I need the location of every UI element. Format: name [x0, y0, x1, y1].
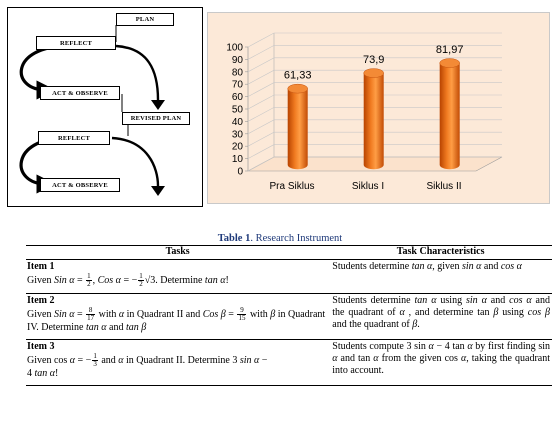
y-tick-label: 20 — [231, 141, 243, 153]
arrow-down-icon — [151, 186, 165, 196]
task-text: in Quadrant II. Determine 3 — [123, 354, 240, 366]
task-text: with — [96, 308, 119, 320]
task-text: Given cos — [27, 354, 70, 366]
task-cell — [26, 294, 329, 340]
task-text: . Determine — [155, 274, 205, 286]
data-label: 81,97 — [435, 44, 464, 57]
characteristic-text: Students determine — [332, 261, 412, 272]
fraction — [237, 307, 246, 322]
fraction-denominator: 2 — [139, 280, 143, 288]
item-label: Item 1 — [27, 261, 55, 272]
characteristic-text: and — [486, 295, 510, 306]
reflect-box-1: REFLECT — [36, 36, 116, 50]
characteristic-text: by first finding sin — [472, 341, 550, 352]
characteristic-text: from the given cos — [378, 353, 461, 364]
fraction-numerator: 8 — [86, 307, 95, 315]
task-text: with — [247, 308, 271, 320]
math-alpha: α — [467, 341, 473, 352]
math-beta: β — [493, 307, 499, 318]
task-cell — [26, 260, 329, 294]
table-caption — [0, 233, 560, 244]
y-tick-label: 70 — [231, 79, 243, 91]
characteristic-text: and the quadrant of — [332, 295, 550, 318]
task-text: = — [74, 274, 86, 286]
cycle-1-descent-line — [116, 46, 158, 100]
math-cos-alpha: cos α — [500, 261, 522, 272]
gridline — [248, 33, 502, 47]
math-tan-alpha: tan α — [204, 274, 226, 286]
task-text: = − — [120, 274, 138, 286]
fraction — [86, 273, 92, 288]
characteristic-text: using — [498, 307, 528, 318]
table-caption-text: . Research Instrument — [250, 233, 343, 244]
task-text: Given — [27, 308, 54, 320]
math-root: √3 — [144, 274, 156, 286]
math-tan-beta: tan β — [125, 322, 147, 333]
y-tick-label: 100 — [226, 42, 243, 54]
act-observe-box-1: ACT & OBSERVE — [40, 86, 120, 100]
plan-box: PLAN — [116, 13, 174, 26]
math-alpha: α — [118, 308, 125, 320]
task-text: = — [225, 308, 237, 320]
math-tan-alpha: tan α — [414, 295, 437, 306]
fraction-denominator: 15 — [238, 314, 246, 322]
bar-top — [364, 69, 384, 78]
math-alpha: α — [373, 353, 379, 364]
math-cos-alpha: Cos α — [97, 274, 121, 286]
table-caption-number: Table 1 — [217, 233, 251, 244]
math-tan-alpha: tan α — [411, 261, 433, 272]
y-tick-label: 30 — [231, 129, 243, 141]
y-tick-label: 40 — [231, 116, 243, 128]
y-tick-label: 50 — [231, 104, 243, 116]
task-text: = − — [75, 354, 92, 366]
math-alpha: α — [428, 341, 434, 352]
math-sin-alpha: sin α — [239, 354, 260, 366]
header-tasks: Tasks — [26, 246, 329, 260]
task-text: and — [106, 322, 126, 333]
item-label: Item 3 — [27, 341, 55, 352]
math-cos-alpha: cos α — [509, 295, 532, 306]
fraction — [92, 353, 98, 368]
characteristic-text: , taking the quadrant into account. — [332, 353, 551, 376]
math-sin-alpha: Sin α — [53, 274, 75, 286]
table-row — [26, 340, 552, 386]
bar — [364, 73, 384, 169]
fraction — [138, 273, 144, 288]
task-text: in Quadrant II and — [124, 308, 203, 320]
characteristic-text: Students determine — [332, 295, 415, 306]
math-tan-alpha: tan α — [34, 368, 56, 379]
action-research-cycle-diagram — [7, 7, 203, 207]
research-instrument-table — [26, 245, 552, 386]
y-tick-label: 80 — [231, 67, 243, 79]
table-row — [26, 260, 552, 294]
data-label: 61,33 — [283, 69, 312, 82]
table-header-row — [26, 246, 552, 260]
characteristic-text: , given — [432, 261, 462, 272]
math-tan-alpha: tan α — [85, 322, 107, 333]
math-cos-beta: Cos β — [202, 308, 226, 320]
math-alpha: α — [399, 307, 405, 318]
characteristic-text: , and determine tan — [404, 307, 494, 318]
task-text: = — [74, 308, 86, 320]
characteristic-text: . — [417, 319, 420, 330]
table-row — [26, 294, 552, 340]
results-bar-chart — [207, 12, 550, 204]
cycle-1-loop-arrow — [21, 46, 68, 90]
characteristic-text: and the quadrant of — [332, 319, 413, 330]
characteristic-text: and — [481, 261, 501, 272]
arrow-down-icon — [151, 100, 165, 110]
header-task-characteristics: Task Characteristics — [329, 246, 552, 260]
item-label: Item 2 — [27, 295, 55, 306]
fraction-numerator: 1 — [93, 352, 97, 360]
math-beta: β — [270, 308, 276, 320]
x-tick-label: Siklus II — [426, 181, 462, 192]
y-tick-label: 0 — [237, 166, 243, 178]
fraction-denominator: 2 — [87, 280, 91, 288]
task-text: in Quadrant IV. Determine — [27, 308, 326, 333]
bar — [288, 89, 308, 170]
x-tick-label: Siklus I — [351, 181, 385, 192]
task-text: ! — [55, 368, 59, 379]
fraction-denominator: 3 — [93, 360, 97, 368]
bar — [440, 63, 460, 169]
task-text: , — [92, 274, 98, 286]
fraction-numerator: 1 — [139, 272, 143, 280]
fraction — [86, 307, 95, 322]
math-alpha: α — [332, 353, 338, 364]
task-text: and — [98, 354, 119, 366]
task-text: − — [259, 354, 268, 366]
data-label: 73,9 — [362, 54, 385, 67]
task-cell — [26, 340, 329, 386]
y-tick-label: 60 — [231, 92, 243, 104]
fraction-numerator: 1 — [87, 272, 91, 280]
characteristic-cell — [329, 294, 552, 340]
math-cos-beta: cos β — [527, 307, 551, 318]
bar-top — [440, 59, 460, 68]
task-text: ! — [225, 274, 229, 286]
task-text: Given — [27, 274, 54, 286]
act-observe-box-2: ACT & OBSERVE — [40, 178, 120, 192]
chart-plot-area — [208, 13, 551, 205]
reflect-box-2: REFLECT — [38, 131, 110, 145]
math-sin-alpha: sin α — [466, 295, 487, 306]
bar-top — [288, 84, 308, 93]
y-tick-label: 10 — [231, 154, 243, 166]
math-sin-alpha: Sin α — [53, 308, 75, 320]
characteristic-cell — [329, 340, 552, 386]
math-alpha: α — [69, 354, 76, 366]
y-tick-label: 90 — [231, 54, 243, 66]
fraction-denominator: 17 — [87, 314, 95, 322]
fraction-numerator: 9 — [237, 307, 246, 315]
math-beta: β — [412, 319, 418, 330]
characteristic-text: − 4 tan — [433, 341, 468, 352]
revised-plan-box: REVISED PLAN — [122, 112, 190, 125]
characteristic-cell — [329, 260, 552, 294]
characteristic-text: using — [436, 295, 466, 306]
x-tick-label: Pra Siklus — [269, 181, 315, 192]
characteristic-text: Students compute 3 sin — [332, 341, 429, 352]
characteristic-text: and tan — [337, 353, 374, 364]
task-text: 4 — [27, 368, 35, 379]
math-alpha: α — [460, 353, 467, 364]
math-sin-alpha: sin α — [461, 261, 482, 272]
math-alpha: α — [118, 354, 124, 366]
